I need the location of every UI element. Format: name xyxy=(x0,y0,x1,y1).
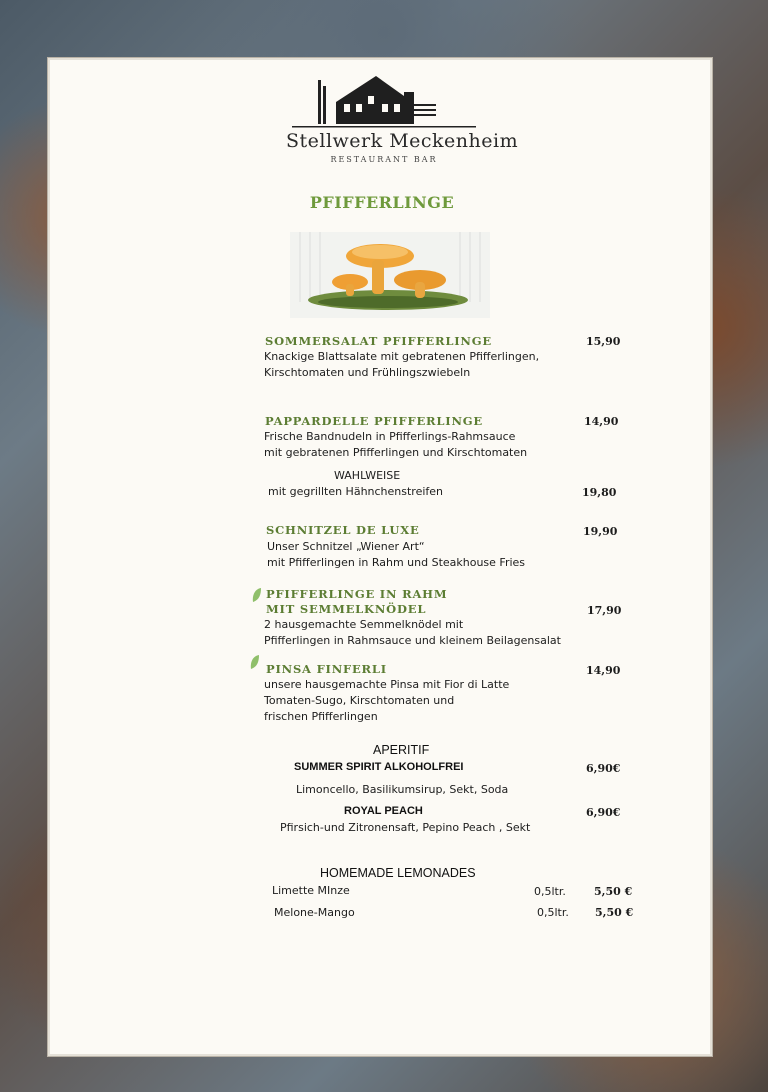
dish-name: SOMMERSALAT PFIFFERLINGE xyxy=(265,334,492,348)
dish-price: 15,90 xyxy=(586,335,621,348)
dish-name: PINSA FINFERLI xyxy=(266,662,387,676)
drink-price: 6,90€ xyxy=(586,762,621,775)
section-heading-lemonades: HOMEMADE LEMONADES xyxy=(320,866,476,880)
chanterelle-image xyxy=(290,232,490,318)
dish-description: Frische Bandnudeln in Pfifferlings-Rahmsauce xyxy=(264,430,516,443)
leaf-icon xyxy=(250,654,260,670)
dish-price: 14,90 xyxy=(586,664,621,677)
drink-price: 6,90€ xyxy=(586,806,621,819)
dish-price: 14,90 xyxy=(584,415,619,428)
dish-name: PAPPARDELLE PFIFFERLINGE xyxy=(265,414,483,428)
dish-description: mit Pfifferlingen in Rahm und Steakhouse Fries xyxy=(267,556,526,569)
leaf-icon xyxy=(252,587,262,603)
dish-description: Kirschtomaten und Frühlingszwiebeln xyxy=(264,366,471,379)
drink-name: SUMMER SPIRIT ALKOHOLFREI xyxy=(294,761,464,773)
dish-description: mit gebratenen Pfifferlingen und Kirschtomaten xyxy=(264,446,528,459)
option-label: WAHLWEISE xyxy=(334,469,401,482)
section-heading-aperitif: APERITIF xyxy=(373,743,430,757)
option-text: mit gegrillten Hähnchenstreifen xyxy=(268,485,444,498)
logo-wordmark: Stellwerk Meckenheim xyxy=(286,130,519,152)
option-price: 19,80 xyxy=(582,486,617,499)
lemonade-price: 5,50 € xyxy=(595,906,634,919)
dish-description: Tomaten-Sugo, Kirschtomaten und xyxy=(264,694,455,707)
drink-name: ROYAL PEACH xyxy=(344,805,423,817)
dish-name: MIT SEMMELKNÖDEL xyxy=(266,602,427,616)
lemonade-name: Melone-Mango xyxy=(274,906,355,919)
dish-description: Knackige Blattsalate mit gebratenen Pfifferlingen, xyxy=(264,350,540,363)
dish-price: 17,90 xyxy=(587,604,622,617)
dish-name: PFIFFERLINGE IN RAHM xyxy=(266,587,448,601)
page-title: PFIFFERLINGE xyxy=(309,193,455,212)
lemonade-price: 5,50 € xyxy=(594,885,633,898)
dish-description: Unser Schnitzel „Wiener Art“ xyxy=(267,540,425,553)
lemonade-size: 0,5ltr. xyxy=(534,885,566,898)
drink-description: Limoncello, Basilikumsirup, Sekt, Soda xyxy=(296,783,509,796)
lemonade-name: Limette MInze xyxy=(272,884,350,897)
logo-subtitle: RESTAURANT BAR xyxy=(330,155,438,164)
drink-description: Pfirsich-und Zitronensaft, Pepino Peach , Sekt xyxy=(280,821,531,834)
dish-description: unsere hausgemachte Pinsa mit Fior di Latte xyxy=(264,678,510,691)
dish-name: SCHNITZEL DE LUXE xyxy=(266,523,420,537)
dish-description: 2 hausgemachte Semmelknödel mit xyxy=(264,618,464,631)
dish-description: frischen Pfifferlingen xyxy=(264,710,378,723)
lemonade-size: 0,5ltr. xyxy=(537,906,569,919)
dish-description: Pfifferlingen in Rahmsauce und kleinem Beilagensalat xyxy=(264,634,561,647)
menu-page xyxy=(48,58,712,1056)
dish-price: 19,90 xyxy=(583,525,618,538)
